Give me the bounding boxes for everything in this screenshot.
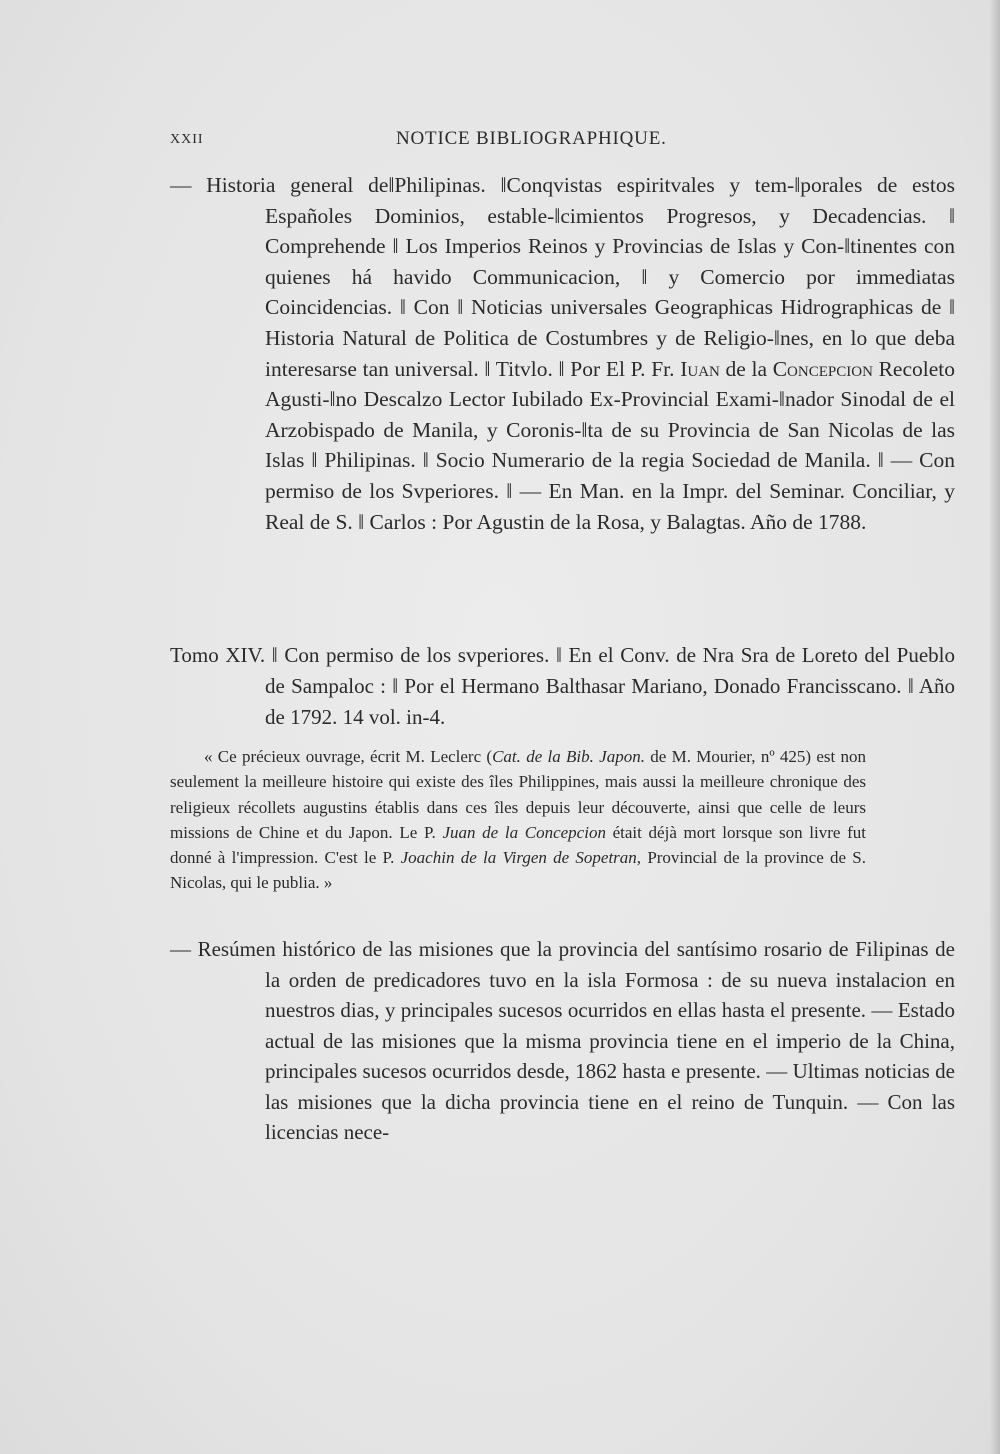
running-head: NOTICE BIBLIOGRAPHIQUE. <box>396 128 667 149</box>
page-number: XXII <box>170 132 204 147</box>
author-first-name: Iuan <box>680 356 720 381</box>
quote-author-name: Juan de la Concepcion <box>442 822 606 842</box>
author-surname: Concepcion <box>772 356 873 381</box>
quote-text: Provincial de la province de S. Nicolas, qui le publia. » <box>170 848 867 893</box>
bibliographic-entry-historia <box>170 170 955 537</box>
quote-citation: Cat. de la Bib. Japon. <box>492 747 645 766</box>
quote-text: « Ce précieux ouvrage, écrit M. Leclerc ( <box>204 747 493 766</box>
entry-text: de la <box>719 356 773 381</box>
quote-text: était déjà mort lorsque son livre fut donné à l'impression. C'est le P. <box>170 822 866 868</box>
commentary-quote <box>170 744 866 896</box>
bibliographic-entry-tomo: Tomo XIV. ‖ Con permiso de los svperiores. ‖ En el Conv. de Nra Sra de Loreto del Pueblo de Sampaloc : ‖ Por el Hermano Balthasar Mariano, Donado Francisscano. ‖ Año de 1792. 14 vol. in-4. <box>170 643 955 729</box>
entry-text: Recoleto Agusti-‖no Descalzo Lector Iubilado Ex-Provincial Exami-‖nador Sinodal de el Arzobispado de Manila, y Coronis-‖ta de su Provincia de San Nicolas de las Islas ‖ Philipinas. ‖ Socio Numerario de la regia Sociedad de Manila. ‖ — Con permiso de los Svperiores. ‖ — En Man. en la Impr. del Seminar. Conciliar, y Real de S. ‖ Carlos : Por Agustin de la Rosa, y Balagtas. Año de 1788. <box>265 356 955 534</box>
entry-text: — Historia general de‖Philipinas. ‖Conqvistas espiritvales y tem-‖porales de estos Españoles Dominios, estable-‖cimientos Progresos, y Decadencias. ‖ Comprehende ‖ Los Imperios Reinos y Provincias de Islas y Con-‖tinentes con quienes há havido Communicacion, ‖ y Comercio por immediatas Coincidencias. ‖ Con ‖ Noticias universales Geographicas Hidrographicas de ‖ Historia Natural de Politica de Costumbres y de Religio-‖nes, en lo que deba interesarse tan universal. ‖ Titvlo. ‖ Por El P. Fr. <box>170 173 955 381</box>
bibliographic-entry-resumen: — Resúmen histórico de las misiones que la provincia del santísimo rosario de Filipinas de la orden de predicadores tuvo en la isla Formosa : de su nueva instalacion en nuestros dias, y principales sucesos ocurridos en ellas hasta el presente. — Estado actual de las misiones que la misma provincia tiene en el imperio de la China, principales sucesos ocurridos desde, 1862 hasta e presente. — Ultimas noticias de las misiones que la dicha provincia tiene en el reino de Tunquin. — Con las licencias nece- <box>170 937 955 1144</box>
page-header <box>170 128 860 154</box>
quote-editor-name: Joachin de la Virgen de Sopetran, <box>400 848 642 868</box>
quote-text: de M. Mourier, nº 425) est non seulement la meilleure histoire qui existe des îles Philippines, mais aussi la meilleure chronique des religieux récollets augustins établis dans ces îles depuis leur découverte, ainsi que celle de leurs missions de Chine et du Japon. Le P. <box>170 747 866 842</box>
page-edge-shadow <box>990 0 1000 1454</box>
